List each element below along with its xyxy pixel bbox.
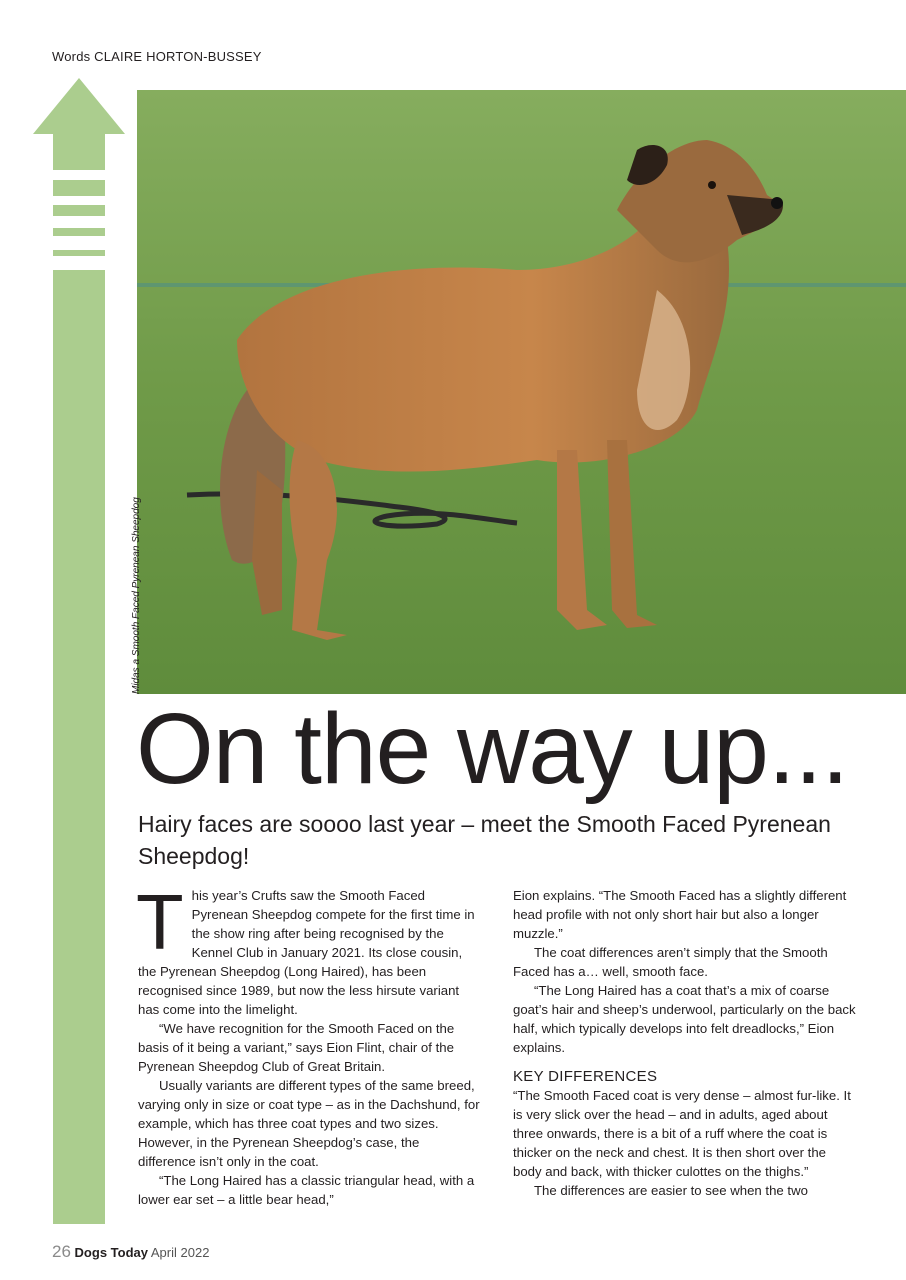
paragraph: The coat differences aren’t simply that the Smooth Faced has a… well, smooth face. <box>513 945 828 979</box>
arrow-head <box>33 78 125 170</box>
paragraph-text: his year’s Crufts saw the Smooth Faced Pyrenean Sheepdog compete for the first time in the show ring after being recognised by the Kennel Club in January 2021. Its close cousin, the Pyrenean Sheepdog (Long Haired), has been recognised since 1989, but now the less hirsute variant has come into the limelight. <box>138 888 475 1017</box>
photo-caption: Midas a Smooth Faced Pyrenean Sheepdog <box>131 497 142 694</box>
paragraph: “The Long Haired has a coat that’s a mix of coarse goat’s hair and sheep’s underwool, particularly on the back half, which typically develops into felt dreadlocks,” Eion explains. <box>513 983 856 1055</box>
paragraph: Usually variants are different types of the same breed, varying only in size or coat type – as in the Dachshund, for example, which has three coat types and two sizes. However, in the Pyrenean Sheepdog’s case, the difference isn’t only in the coat. <box>138 1078 480 1169</box>
page-number: 26 <box>52 1242 71 1261</box>
arrow-shaft <box>53 270 105 1224</box>
headline: On the way up... <box>136 693 849 805</box>
drop-cap: T <box>136 878 184 966</box>
arrow-stripe <box>53 228 105 236</box>
magazine-name: Dogs Today <box>74 1245 148 1260</box>
byline: Words CLAIRE HORTON-BUSSEY <box>52 49 262 64</box>
dog-nose <box>771 197 783 209</box>
arrow-stripe <box>53 250 105 256</box>
dog-photo <box>137 90 906 694</box>
page-footer <box>52 1242 209 1262</box>
body-column-1 <box>136 878 480 1209</box>
paragraph: “The Smooth Faced coat is very dense – almost fur-like. It is very slick over the head – and in adults, aged about three onwards, there is a bit of a ruff where the coat is thicker on the neck and chest. It is then short over the body and back, with thicker culottes on the thighs.” <box>513 1088 851 1179</box>
paragraph: “We have recognition for the Smooth Faced on the basis of it being a variant,” says Eion Flint, chair of the Pyrenean Sheepdog Club of Great Britain. <box>138 1021 455 1074</box>
body-column-2 <box>513 886 858 1200</box>
issue-date: April 2022 <box>150 1245 210 1260</box>
dog-eye <box>708 181 716 189</box>
paragraph <box>136 878 480 1019</box>
up-arrow-graphic <box>33 78 125 1226</box>
standfirst: Hairy faces are soooo last year – meet the Smooth Faced Pyrenean Sheepdog! <box>138 811 831 869</box>
arrow-stripe <box>53 205 105 216</box>
paragraph: The differences are easier to see when the two <box>534 1183 808 1198</box>
paragraph: “The Long Haired has a classic triangular head, with a lower ear set – a little bear head,” <box>138 1173 475 1207</box>
subheading: KEY DIFFERENCES <box>513 1068 658 1085</box>
paragraph: Eion explains. “The Smooth Faced has a slightly different head profile with not only short hair but also a longer muzzle.” <box>513 888 847 941</box>
arrow-stripe <box>53 180 105 196</box>
